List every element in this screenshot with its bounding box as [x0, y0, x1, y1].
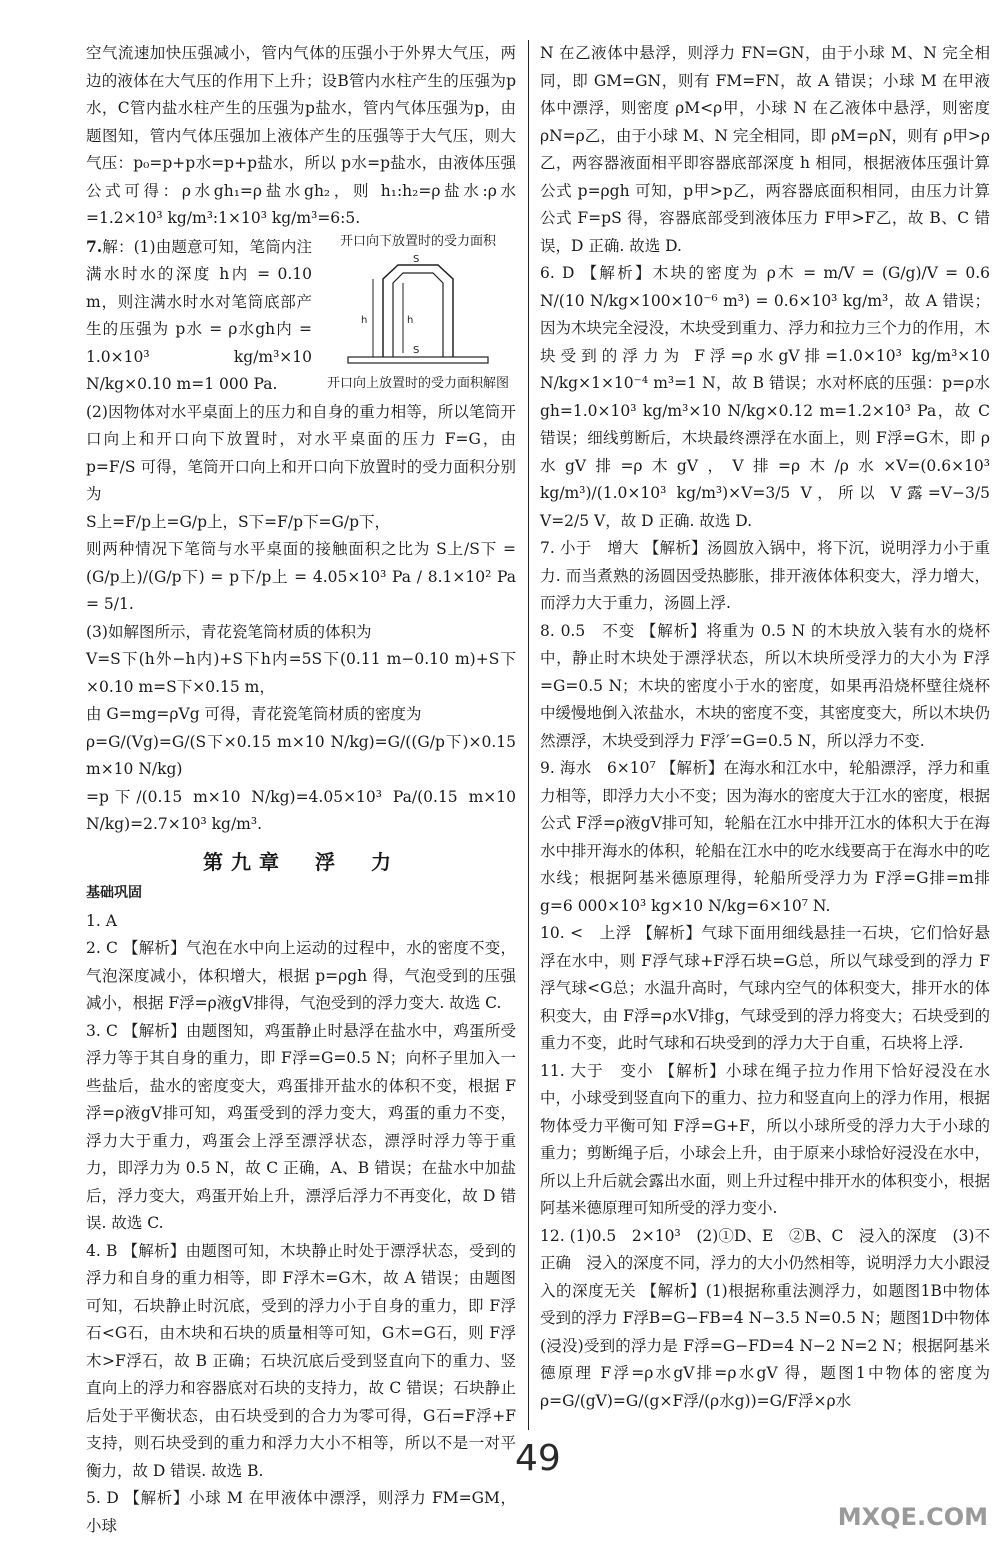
- answer-11: 11. 大于 变小 【解析】小球在绳子拉力作用下恰好浸没在水中，小球受到竖直向下的重力、拉力和竖直向上的浮力作用，根据物体受力平衡可知 F浮=G+F，所以小球所受的浮力大于小球的重力；剪断绳子后，小球会上升，由于原来小球恰好浸没在水中，所以上升后就会露出水面，则上升过程中排开水的体积变小，根据阿基米德原理可知所受的浮力变小.: [540, 1061, 990, 1217]
- answer-7-part9: =p下/(0.15 m×10 N/kg)=4.05×10³ Pa/(0.15 m×10 N/kg)=2.7×10³ kg/m³.: [86, 787, 516, 833]
- answer-5-continued: N 在乙液体中悬浮，则浮力 FN=GN，由于小球 M、N 完全相同，即 GM=GN，则有 FM=FN，故 A 错误；小球 M 在甲液体中漂浮，则密度 ρM<ρ甲，小球 N 在乙液体中悬浮，则密度 ρN=ρ乙，由于小球 M、N 完全相同，即 ρM=ρN，则有 ρ甲>ρ乙，两容器液面相平即容器底部深度 h 相同，根据液体压强计算公式 p=ρgh 可知，p甲>p乙，两容器底面积相同，由压力计算公式 F=pS 得，容器底部受到液体压力 F甲>F乙，故 B、C 错误，D 正确. 故选 D.: [540, 44, 990, 255]
- watermark-logo: MXQE.COM: [837, 1502, 988, 1531]
- svg-text:S: S: [413, 253, 420, 265]
- answer-4: 4. B 【解析】由题图可知，木块静止时处于漂浮状态，受到的浮力和自身的重力相等，即 F浮木=G木，故 A 错误；由题图可知，石块静止时沉底，受到的浮力小于自身的重力，即 F浮石<G石，由木块和石块的质量相等可知，G木=G石，则 F浮木>F浮石，故 B 正确；石块沉底后受到竖直向下的重力、竖直向上的浮力和容器底对石块的支持力，故 C 错误；石块静止后处于平衡状态，由石块受到的合力为零可得，G石=F浮+F支持，则石块受到的重力和浮力大小不相等，所以不是一对平衡力，故 D 错误. 故选 B.: [86, 1241, 516, 1480]
- svg-text:S: S: [413, 344, 420, 356]
- answer-7-part8: ρ=G/(Vg)=G/(S下×0.15 m×10 N/kg)=G/((G/p下)×0.15 m×10 N/kg): [86, 732, 516, 778]
- answer-7-part7: 由 G=mg=ρVg 可得，青花瓷笔筒材质的密度为: [86, 705, 422, 723]
- chapter-title: 第九章 浮 力: [203, 849, 399, 874]
- penholder-diagram: [343, 253, 493, 373]
- answer-2: 2. C 【解析】气泡在水中向上运动的过程中，水的密度不变，气泡深度减小，体积增大，根据 p=ρgh 得，气泡受到的压强减小，根据 F浮=ρ液gV排得，气泡受到的浮力变大. 故选 C.: [86, 939, 516, 1012]
- figure-caption-top: 开口向下放置时的受力面积: [339, 233, 496, 249]
- answer-7-part4: 则两种情况下笔筒与水平桌面的接触面积之比为 S上/S下 = (G/p上)/(G/p下) = p下/p上 = 4.05×10³ Pa / 8.1×10² Pa = 5/1.: [86, 540, 516, 613]
- paragraph: 空气流速加快压强减小，管内气体的压强小于外界大气压，两边的液体在大气压的作用下上升；设B管内水柱产生的压强为p水，C管内盐水柱产生的压强为p盐水，管内气体压强为p，由题图知，管内气体压强加上液体产生的压强等于大气压，则大气压：p₀=p+p水=p+p盐水，所以 p水=p盐水，由液体压强公式可得：ρ水gh₁=ρ盐水gh₂，则 h₁:h₂=ρ盐水:ρ水=1.2×10³ kg/m³:1×10³ kg/m³=6:5.: [86, 44, 516, 227]
- item-number: 7.: [86, 236, 103, 256]
- answer-3: 3. C 【解析】由题图知，鸡蛋静止时悬浮在盐水中，鸡蛋所受浮力等于其自身的重力，即 F浮=G=0.5 N；向杯子里加入一些盐后，盐水的密度变大，鸡蛋排开盐水的体积不变，根据 F浮=ρ液gV排可知，鸡蛋受到的浮力变大，鸡蛋的重力不变，浮力大于重力，鸡蛋会上浮至漂浮状态，漂浮时浮力等于重力，即浮力为 0.5 N，故 C 正确，A、B 错误；在盐水中加盐后，浮力变大，鸡蛋开始上升，漂浮后浮力不再变化，故 D 错误. 故选 C.: [86, 1021, 516, 1232]
- answer-7: 7. 小于 增大 【解析】汤圆放入锅中，将下沉，说明浮力小于重力. 而当煮熟的汤圆因受热膨胀，排开液体体积变大，浮力增大，而浮力大于重力，汤圆上浮.: [540, 539, 990, 612]
- page-number: 49: [515, 1438, 561, 1479]
- svg-text:h: h: [361, 314, 368, 326]
- section-title: 基础巩固: [86, 885, 142, 901]
- answer-text: 解：(1)由题意可知，笔筒内注满水时水的深度 h内 = 0.10 m，则注满水时水对笔筒底部产生的压强为 p水 = ρ水gh内 = 1.0×10³ kg/m³×10 N/kg×0.10 m=1 000 Pa.: [86, 237, 312, 393]
- answer-6: 6. D 【解析】木块的密度为 ρ木 = m/V = (G/g)/V = 0.6 N/(10 N/kg×100×10⁻⁶ m³) = 0.6×10³ kg/m³，故 A 错误；因为木块完全浸没，木块受到重力、浮力和拉力三个力的作用，木块受到的浮力为 F浮=ρ水gV排=1.0×10³ kg/m³×10 N/kg×1×10⁻⁴ m³=1 N，故 B 错误；水对杯底的压强：p=ρ水gh=1.0×10³ kg/m³×10 N/kg×0.12 m=1.2×10³ Pa，故 C 错误；细线剪断后，木块最终漂浮在水面上，则 F浮=G木，即 ρ水gV排=ρ木gV，V排=ρ木/ρ水×V=(0.6×10³ kg/m³)/(1.0×10³ kg/m³)×V=3/5 V，所以 V露=V−3/5 V=2/5 V，故 D 正确. 故选 D.: [540, 264, 990, 530]
- figure-caption-bottom: 开口向上放置时的受力面积解图: [326, 375, 509, 391]
- right-column: [540, 40, 990, 1415]
- answer-12: 12. (1)0.5 2×10³ (2)①D、E ②B、C 浸入的深度 (3)不正确 浸入的深度不同，浮力的大小仍然相等，说明浮力大小跟浸入的深度无关 【解析】(1)根据称重法测浮力，如题图1B中物体受到的浮力 F浮B=G−FB=4 N−3.5 N=0.5 N；题图1D中物体(浸没)受到的浮力是 F浮=G−FD=4 N−2 N=2 N；根据阿基米德原理 F浮=ρ水gV排=ρ水gV 得，题图1中物体的密度为 ρ=G/(gV)=G/(g×F浮/(ρ水g))=G/F浮×ρ水: [540, 1226, 990, 1410]
- svg-text:h: h: [407, 314, 414, 326]
- answer-1: 1. A: [86, 911, 117, 930]
- left-column: [86, 40, 516, 1540]
- penholder-figure: [320, 233, 516, 393]
- answer-7-part2: (2)因物体对水平桌面上的压力和自身的重力相等，所以笔筒开口向上和开口向下放置时，对水平桌面的压力 F=G，由 p=F/S 可得，笔筒开口向上和开口向下放置时的受力面积分别为: [86, 402, 516, 503]
- column-divider: [528, 40, 529, 1430]
- answer-5: 5. D 【解析】小球 M 在甲液体中漂浮，则浮力 FM=GM，小球: [86, 1489, 516, 1535]
- answer-10: 10. < 上浮 【解析】气球下面用细线悬挂一石块，它们恰好悬浮在水中，则 F浮气球+F浮石块=G总，所以气球受到的浮力 F浮气球<G总；水温升高时，气球内空气的体积变大，排开水的体积变大，由 F浮=ρ水V排g，气球受到的浮力将变大；石块受到的重力不变，此时气球和石块受到的浮力大于自重，石块将上浮.: [540, 924, 990, 1052]
- answer-9: 9. 海水 6×10⁷ 【解析】在海水和江水中，轮船漂浮，浮力和重力相等，即浮力大小不变；因为海水的密度大于江水的密度，根据公式 F浮=ρ液gV排可知，轮船在江水中排开江水的体积大于在海水中排开海水的体积，轮船在江水中的吃水线要高于在海水中的吃水线；根据阿基米德原理得，轮船所受浮力为 F浮=G排=m排g=6 000×10³ kg×10 N/kg=6×10⁷ N.: [540, 759, 990, 915]
- answer-7-part3: S上=F/p上=G/p上，S下=F/p下=G/p下，: [86, 512, 391, 531]
- answer-7-part5: (3)如解图所示，青花瓷笔筒材质的体积为: [86, 622, 372, 641]
- answer-8: 8. 0.5 不变 【解析】将重为 0.5 N 的木块放入装有水的烧杯中，静止时木块处于漂浮状态，所以木块所受浮力的大小为 F浮=G=0.5 N；木块的密度小于水的密度，如果再沿烧杯壁往烧杯中缓慢地倒入浓盐水，木块的密度不变，其密度变大，所以木块仍然漂浮，木块受到浮力 F浮′=G=0.5 N，所以浮力不变.: [540, 621, 990, 750]
- answer-7-part6: V=S下(h外−h内)+S下h内=5S下(0.11 m−0.10 m)+S下×0.10 m=S下×0.15 m，: [86, 650, 516, 696]
